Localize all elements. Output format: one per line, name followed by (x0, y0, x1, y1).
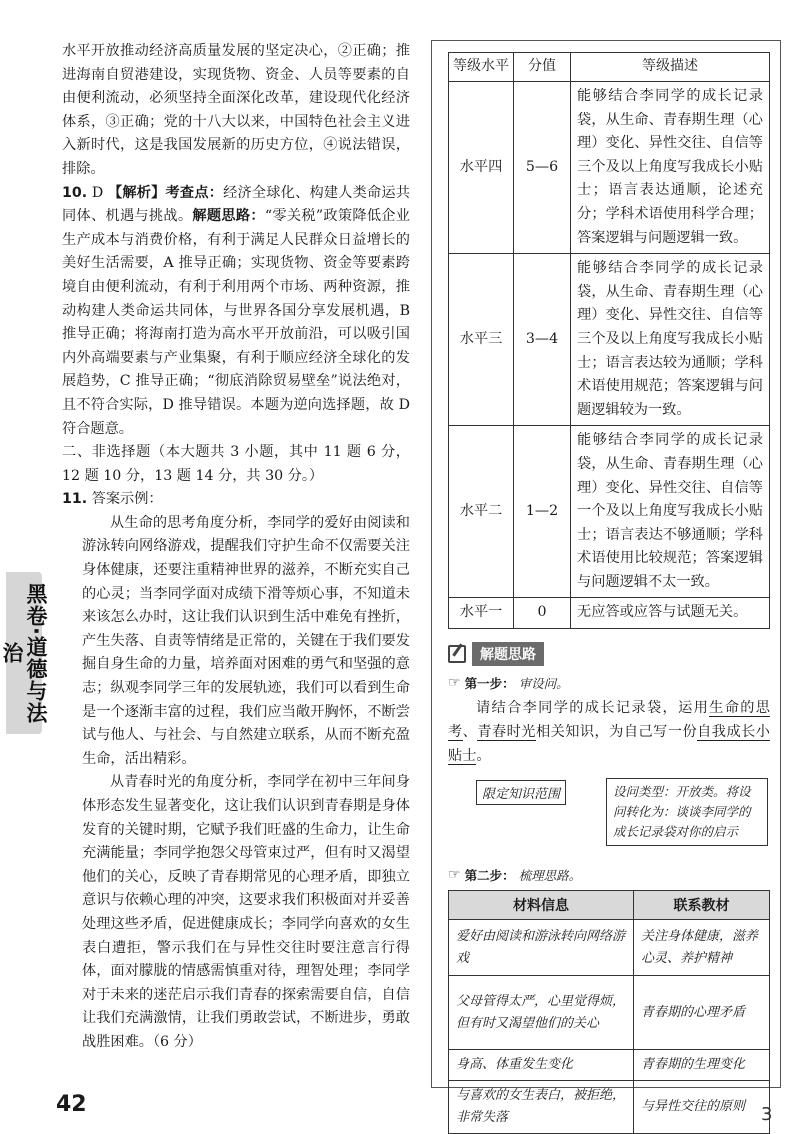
level-name: 水平二 (449, 426, 514, 598)
level-name: 水平一 (449, 598, 514, 629)
levels-header-score: 分值 (514, 53, 571, 82)
q10-answer: D (91, 184, 104, 201)
levels-table (448, 52, 770, 629)
levels-row (449, 426, 770, 598)
material-header-row (449, 891, 770, 920)
levels-row (449, 598, 770, 629)
material-row (449, 976, 770, 1050)
thinking-header (448, 642, 770, 666)
level-score: 5—6 (514, 82, 571, 254)
material-link: 青春期的生理变化 (634, 1050, 770, 1081)
pointing-hand-icon: ☞ (448, 675, 461, 692)
highlight-youth: 青春时光 (477, 724, 536, 741)
material-info: 与喜欢的女生表白，被拒绝，非常失落 (449, 1081, 634, 1134)
level-score: 3—4 (514, 254, 571, 426)
q10-number: 10. (62, 184, 88, 201)
step-1 (448, 674, 770, 692)
step-2 (448, 866, 770, 884)
level-desc: 能够结合李同学的成长记录袋，从生命、青春期生理（心理）变化、异性交往、自信等三个及以上角度写我成长小贴士；语言表达通顺，论述充分；学科术语使用科学合理；答案逻辑与问题逻辑一致。 (571, 82, 770, 254)
q10-label-jiexi: 【解析】 (107, 184, 166, 201)
q10-label-kaochadian: 考查点： (165, 184, 224, 201)
step-1-text-d: 。 (476, 748, 491, 765)
thinking-title: 解题思路 (472, 642, 544, 666)
material-header-info: 材料信息 (449, 891, 634, 920)
level-score: 1—2 (514, 426, 571, 598)
material-link: 青春期的心理矛盾 (634, 976, 770, 1050)
q11-paragraph-2: 从青春时光的角度分析，李同学在初中三年间身体形态发生显著变化，这让我们认识到青春期是身体发育的关键时期，它赋予我们旺盛的生命力，让生命充满能量；李同学抱怨父母管束过严，但有时又渴望他们的关心，反映了青春期常见的心理矛盾，即独立意识与依赖心理的冲突，这要求我们积极面对并妥善处理这些矛盾，促进健康成长；李同学向喜欢的女生表白遭拒，警示我们在与异性交往时要注意言行得体，面对朦胧的情感需慎重对待，理智处理；李同学对于未来的迷茫启示我们青春的探索需要自信，自信让我们充满激情，让我们勇敢尝试，不断进步，勇敢战胜困难。（6 分） (82, 774, 410, 1050)
levels-header-row (449, 53, 770, 82)
step-1-hand: 审设问。 (518, 676, 569, 692)
corner-number: 3 (761, 1104, 773, 1125)
highlight-tips: 自我成长小贴士 (448, 724, 770, 765)
note-question-type: 设问类型：开放类。将设问转化为：谈谈李同学的成长记录袋对你的启示 (606, 778, 768, 846)
side-tab (0, 572, 48, 734)
level-name: 水平四 (449, 82, 514, 254)
right-column (448, 40, 773, 1134)
level-desc: 能够结合李同学的成长记录袋，从生命、青春期生理（心理）变化、异性交往、自信等一个及以上角度写我成长小贴士；语言表达不够通顺；学科术语使用比较规范；答案逻辑与问题逻辑不太一致。 (571, 426, 770, 598)
pointing-hand-icon: ☞ (448, 867, 461, 884)
step-1-label: 第一步： (464, 676, 515, 692)
q11-intro-text: 答案示例： (91, 491, 163, 508)
step-1-text-c: 相关知识，为自己写一份 (535, 724, 698, 741)
note-knowledge-scope: 限定知识范围 (476, 780, 566, 805)
material-link: 与异性交往的原则 (634, 1081, 770, 1134)
material-row (449, 920, 770, 976)
q10-body: “零关税”政策降低企业生产成本与消费价格，有利于满足人民群众日益增长的美好生活需要，A 推导正确；实现货物、资金等要素跨境自由便利流动，有利于利用两个市场、两种资源，推动构建人类命运共同体，与世界各国分享发展机遇，B 推导正确；将海南打造为高水平开放前沿，可以吸引国内外高端要素与产业集聚，有利于顺应经济全球化的发展趋势，C 推导正确；“彻底消除贸易壁垒”说法绝对，且不符合实际，D 推导错误。本题为逆向选择题，故 D 符合题意。 (62, 208, 410, 437)
level-desc: 能够结合李同学的成长记录袋，从生命、青春期生理（心理）变化、异性交往、自信等三个及以上角度写我成长小贴士；语言表达较为通顺；学科术语使用规范；答案逻辑与问题逻辑较为一致。 (571, 254, 770, 426)
material-table (448, 890, 773, 1134)
q10-label-silu: 解题思路： (192, 208, 265, 225)
level-name: 水平三 (449, 254, 514, 426)
material-info: 身高、体重发生变化 (449, 1050, 634, 1081)
level-score: 0 (514, 598, 571, 629)
side-tab-text: 黑卷·道德与法治 (0, 582, 48, 724)
level-desc: 无应答或应答与试题无关。 (571, 598, 770, 629)
q11-number: 11. (62, 491, 88, 508)
q9-explanation-tail: 水平开放推动经济高质量发展的坚定决心，②正确；推进海南自贸港建设，实现货物、资金、人员等要素的自由便利流动，必须坚持全面深化改革，建设现代化经济体系，③正确；党的十八大以来，中国特色社会主义进入新时代，这是我国发展新的历史方位，④说法错误，排除。 (62, 43, 410, 177)
levels-header-level: 等级水平 (449, 53, 514, 82)
step-2-hand: 梳理思路。 (518, 868, 582, 884)
highlight-life: 生命的思考 (448, 700, 770, 741)
left-column (62, 40, 410, 1055)
q10-kaochadian: 经济全球化、构建人类命运共同体、机遇与挑战。 (62, 184, 410, 225)
section-2-heading: 二、非选择题（本大题共 3 小题，其中 11 题 6 分，12 题 10 分，13 题 14 分，共 30 分。） (62, 444, 410, 484)
material-info: 爱好由阅读和游泳转向网络游戏 (449, 920, 634, 976)
levels-header-desc: 等级描述 (571, 53, 770, 82)
q11-intro (62, 488, 410, 512)
page-number: 42 (56, 1092, 87, 1117)
step-1-text-a: 请结合李同学的成长记录袋，运用 (476, 700, 710, 717)
material-row (449, 1081, 770, 1134)
step-2-label: 第二步： (464, 868, 515, 884)
handwritten-notes (448, 770, 770, 858)
material-link: 关注身体健康，滋养心灵、养护精神 (634, 920, 770, 976)
material-row (449, 1050, 770, 1081)
pencil-note-icon (448, 645, 466, 663)
levels-row (449, 254, 770, 426)
material-info: 父母管得太严，心里觉得烦，但有时又渴望他们的关心 (449, 976, 634, 1050)
step-1-text-b: 、 (462, 724, 478, 741)
levels-row (449, 82, 770, 254)
step-1-text (448, 696, 770, 768)
q10-explanation (62, 182, 410, 442)
q11-paragraph-1: 从生命的思考角度分析，李同学的爱好由阅读和游泳转向网络游戏，提醒我们守护生命不仅需要关注身体健康，还要注重精神世界的滋养，不断充实自己的心灵；当李同学面对成绩下滑等烦心事，不知道未来该怎么办时，这让我们认识到生活中难免有挫折，产生失落、自责等情绪是正常的，关键在于我们要发掘自身生命的力量，培养面对困难的勇气和坚强的意志；纵观李同学三年的发展轨迹，我们可以看到生命是一个逐渐丰富的过程，我们应当敞开胸怀，不断尝试与他人、与社会、与自然建立联系，从而不断充盈生命，活出精彩。 (82, 514, 410, 767)
material-header-link: 联系教材 (634, 891, 770, 920)
